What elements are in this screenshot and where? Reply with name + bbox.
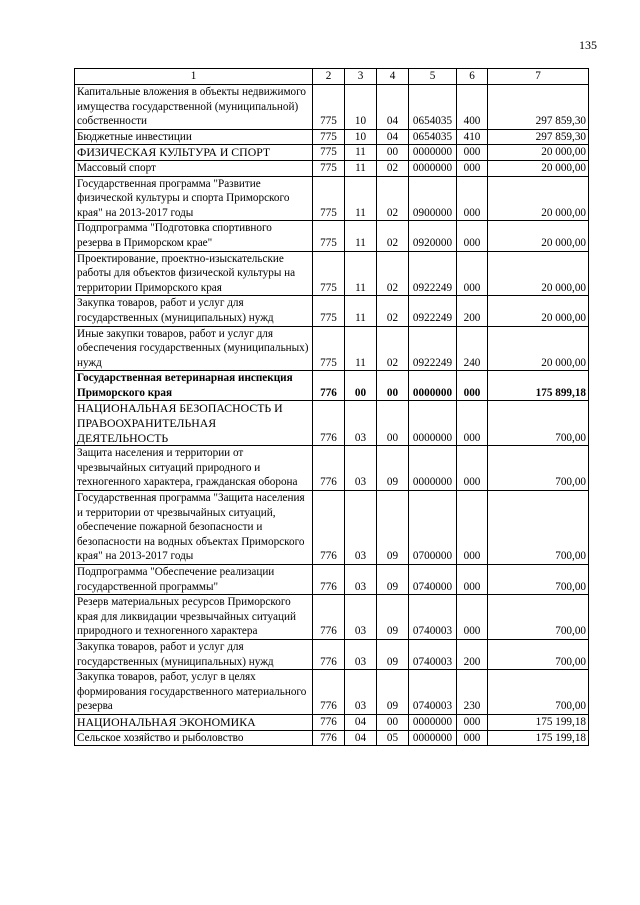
table-row — [75, 714, 589, 730]
row-name: Бюджетные инвестиции — [75, 129, 313, 145]
column-header: 2 — [313, 69, 345, 85]
amount: 700,00 — [488, 670, 589, 715]
amount: 297 859,30 — [488, 129, 589, 145]
ministry-code: 776 — [313, 446, 345, 491]
subsection-code: 09 — [377, 595, 409, 640]
column-header: 5 — [409, 69, 457, 85]
amount: 20 000,00 — [488, 176, 589, 221]
ministry-code: 776 — [313, 595, 345, 640]
ministry-code: 776 — [313, 491, 345, 565]
table-row — [75, 160, 589, 176]
expense-type-code: 000 — [457, 176, 488, 221]
ministry-code: 775 — [313, 296, 345, 326]
row-name: Подпрограмма "Подготовка спортивного резерва в Приморском крае" — [75, 221, 313, 251]
ministry-code: 776 — [313, 670, 345, 715]
section-code: 04 — [345, 730, 377, 746]
section-code: 03 — [345, 670, 377, 715]
table-row — [75, 85, 589, 130]
section-code: 03 — [345, 491, 377, 565]
subsection-code: 04 — [377, 85, 409, 130]
amount: 175 899,18 — [488, 371, 589, 401]
target-article-code: 0000000 — [409, 446, 457, 491]
section-code: 11 — [345, 251, 377, 296]
column-header: 6 — [457, 69, 488, 85]
ministry-code: 775 — [313, 221, 345, 251]
expense-type-code: 200 — [457, 296, 488, 326]
table-row — [75, 296, 589, 326]
amount: 20 000,00 — [488, 296, 589, 326]
ministry-code: 775 — [313, 85, 345, 130]
table-row — [75, 446, 589, 491]
expense-type-code: 000 — [457, 145, 488, 161]
row-name: Закупка товаров, работ, услуг в целях формирования государственного материального резерва — [75, 670, 313, 715]
target-article-code: 0920000 — [409, 221, 457, 251]
subsection-code: 00 — [377, 145, 409, 161]
target-article-code: 0740003 — [409, 639, 457, 669]
ministry-code: 776 — [313, 714, 345, 730]
section-code: 10 — [345, 129, 377, 145]
amount: 700,00 — [488, 565, 589, 595]
expense-type-code: 000 — [457, 251, 488, 296]
expense-type-code: 000 — [457, 401, 488, 446]
target-article-code: 0000000 — [409, 160, 457, 176]
target-article-code: 0654035 — [409, 85, 457, 130]
row-name: Проектирование, проектно-изыскательские работы для объектов физической культуры на территории Приморского края — [75, 251, 313, 296]
subsection-code: 02 — [377, 176, 409, 221]
amount: 20 000,00 — [488, 221, 589, 251]
table-header-row — [75, 69, 589, 85]
target-article-code: 0900000 — [409, 176, 457, 221]
row-name: Капитальные вложения в объекты недвижимого имущества государственной (муниципальной) собственности — [75, 85, 313, 130]
section-code: 03 — [345, 446, 377, 491]
expense-type-code: 000 — [457, 491, 488, 565]
target-article-code: 0654035 — [409, 129, 457, 145]
target-article-code: 0000000 — [409, 371, 457, 401]
section-code: 11 — [345, 160, 377, 176]
section-code: 03 — [345, 401, 377, 446]
subsection-code: 09 — [377, 639, 409, 669]
target-article-code: 0922249 — [409, 296, 457, 326]
table-row — [75, 730, 589, 746]
target-article-code: 0740003 — [409, 595, 457, 640]
budget-table — [74, 68, 589, 746]
subsection-code: 02 — [377, 251, 409, 296]
section-code: 03 — [345, 595, 377, 640]
subsection-code: 09 — [377, 446, 409, 491]
row-name: Иные закупки товаров, работ и услуг для обеспечения государственных (муниципальных) нужд — [75, 326, 313, 371]
section-code: 11 — [345, 326, 377, 371]
amount: 700,00 — [488, 595, 589, 640]
row-name: Закупка товаров, работ и услуг для государственных (муниципальных) нужд — [75, 639, 313, 669]
row-name: Резерв материальных ресурсов Приморского края для ликвидации чрезвычайных ситуаций природного и техногенного характера — [75, 595, 313, 640]
section-code: 11 — [345, 145, 377, 161]
expense-type-code: 000 — [457, 446, 488, 491]
expense-type-code: 400 — [457, 85, 488, 130]
expense-type-code: 230 — [457, 670, 488, 715]
ministry-code: 775 — [313, 176, 345, 221]
target-article-code: 0922249 — [409, 326, 457, 371]
target-article-code: 0700000 — [409, 491, 457, 565]
ministry-code: 775 — [313, 251, 345, 296]
row-name: Сельское хозяйство и рыболовство — [75, 730, 313, 746]
table-row — [75, 491, 589, 565]
subsection-code: 05 — [377, 730, 409, 746]
section-code: 03 — [345, 639, 377, 669]
subsection-code: 02 — [377, 160, 409, 176]
amount: 20 000,00 — [488, 160, 589, 176]
table-row-bold — [75, 371, 589, 401]
subsection-code: 00 — [377, 371, 409, 401]
ministry-code: 775 — [313, 129, 345, 145]
section-code: 03 — [345, 565, 377, 595]
table-row — [75, 670, 589, 715]
target-article-code: 0740003 — [409, 670, 457, 715]
target-article-code: 0740000 — [409, 565, 457, 595]
column-header: 7 — [488, 69, 589, 85]
section-code: 10 — [345, 85, 377, 130]
ministry-code: 776 — [313, 639, 345, 669]
section-code: 04 — [345, 714, 377, 730]
subsection-code: 09 — [377, 491, 409, 565]
amount: 297 859,30 — [488, 85, 589, 130]
target-article-code: 0000000 — [409, 145, 457, 161]
expense-type-code: 200 — [457, 639, 488, 669]
table-row — [75, 221, 589, 251]
row-name: НАЦИОНАЛЬНАЯ БЕЗОПАСНОСТЬ И ПРАВООХРАНИТЕЛЬНАЯ ДЕЯТЕЛЬНОСТЬ — [75, 401, 313, 446]
subsection-code: 02 — [377, 296, 409, 326]
subsection-code: 09 — [377, 565, 409, 595]
subsection-code: 04 — [377, 129, 409, 145]
column-header: 3 — [345, 69, 377, 85]
amount: 20 000,00 — [488, 326, 589, 371]
ministry-code: 775 — [313, 160, 345, 176]
amount: 700,00 — [488, 401, 589, 446]
expense-type-code: 240 — [457, 326, 488, 371]
amount: 20 000,00 — [488, 145, 589, 161]
expense-type-code: 410 — [457, 129, 488, 145]
section-code: 00 — [345, 371, 377, 401]
amount: 700,00 — [488, 491, 589, 565]
target-article-code: 0000000 — [409, 714, 457, 730]
column-header: 1 — [75, 69, 313, 85]
amount: 175 199,18 — [488, 714, 589, 730]
section-code: 11 — [345, 176, 377, 221]
expense-type-code: 000 — [457, 714, 488, 730]
subsection-code: 02 — [377, 221, 409, 251]
row-name: ФИЗИЧЕСКАЯ КУЛЬТУРА И СПОРТ — [75, 145, 313, 161]
row-name: Подпрограмма "Обеспечение реализации государственной программы" — [75, 565, 313, 595]
subsection-code: 09 — [377, 670, 409, 715]
row-name: Массовый спорт — [75, 160, 313, 176]
expense-type-code: 000 — [457, 160, 488, 176]
row-name: НАЦИОНАЛЬНАЯ ЭКОНОМИКА — [75, 714, 313, 730]
target-article-code: 0000000 — [409, 730, 457, 746]
amount: 20 000,00 — [488, 251, 589, 296]
row-name: Закупка товаров, работ и услуг для государственных (муниципальных) нужд — [75, 296, 313, 326]
section-code: 11 — [345, 296, 377, 326]
ministry-code: 775 — [313, 145, 345, 161]
row-name: Защита населения и территории от чрезвычайных ситуаций природного и техногенного характера, гражданская оборона — [75, 446, 313, 491]
table-row — [75, 129, 589, 145]
expense-type-code: 000 — [457, 221, 488, 251]
ministry-code: 776 — [313, 401, 345, 446]
amount: 700,00 — [488, 639, 589, 669]
column-header: 4 — [377, 69, 409, 85]
ministry-code: 775 — [313, 326, 345, 371]
target-article-code: 0922249 — [409, 251, 457, 296]
expense-type-code: 000 — [457, 371, 488, 401]
target-article-code: 0000000 — [409, 401, 457, 446]
ministry-code: 776 — [313, 565, 345, 595]
row-name: Государственная программа "Развитие физической культуры и спорта Приморского края" на 2013-2017 годы — [75, 176, 313, 221]
table-row — [75, 565, 589, 595]
expense-type-code: 000 — [457, 565, 488, 595]
table-row — [75, 401, 589, 446]
section-code: 11 — [345, 221, 377, 251]
subsection-code: 02 — [377, 326, 409, 371]
subsection-code: 00 — [377, 401, 409, 446]
page-number: 135 — [579, 38, 597, 52]
table-row — [75, 145, 589, 161]
row-name: Государственная программа "Защита населения и территории от чрезвычайных ситуаций, обеспечение пожарной безопасности и безопасности на водных объектах Приморского края" на 2013-2017 годы — [75, 491, 313, 565]
amount: 175 199,18 — [488, 730, 589, 746]
subsection-code: 00 — [377, 714, 409, 730]
ministry-code: 776 — [313, 730, 345, 746]
ministry-code: 776 — [313, 371, 345, 401]
expense-type-code: 000 — [457, 595, 488, 640]
row-name: Государственная ветеринарная инспекция Приморского края — [75, 371, 313, 401]
expense-type-code: 000 — [457, 730, 488, 746]
table-row — [75, 251, 589, 296]
table-row — [75, 639, 589, 669]
amount: 700,00 — [488, 446, 589, 491]
table-row — [75, 595, 589, 640]
table-row — [75, 326, 589, 371]
table-row — [75, 176, 589, 221]
